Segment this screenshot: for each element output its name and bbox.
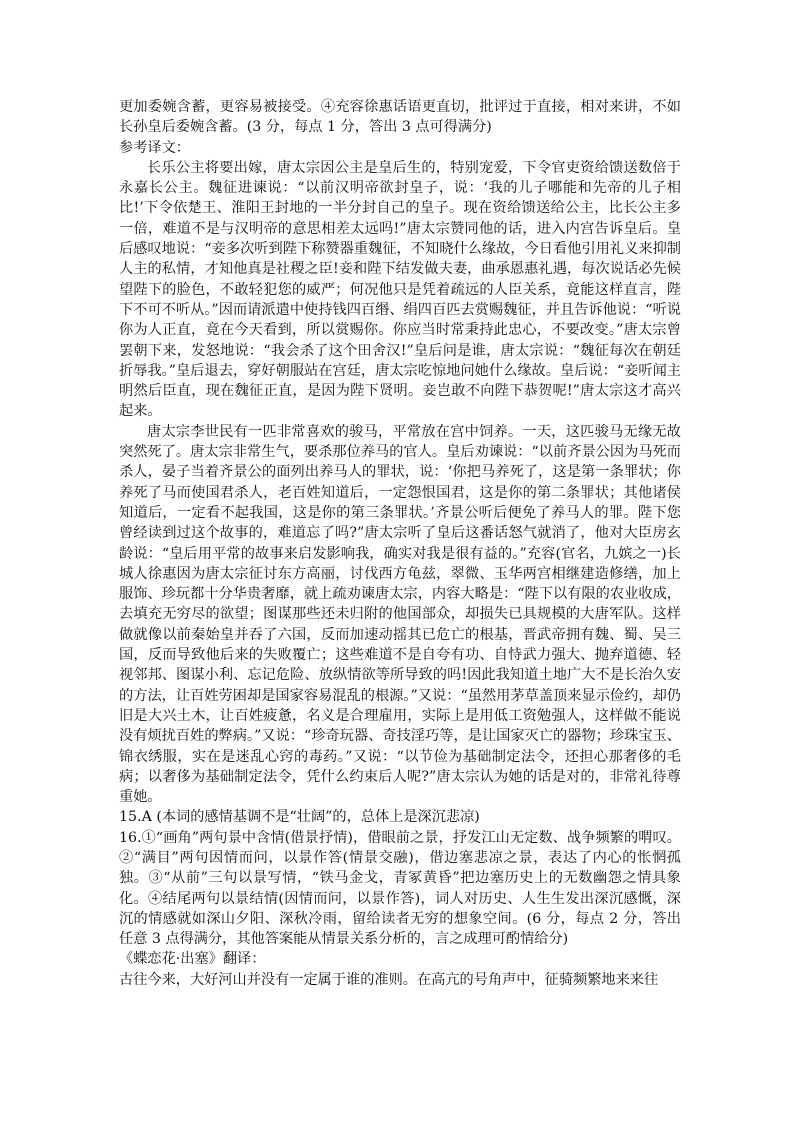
document-page: [119, 97, 681, 990]
answer-16: 16.①“画角”两句景中含情(借景抒情)，借眼前之景，抒发江山无定数、战争频繁的喟叹。②“满目”两句因情而问，以景作答(情景交融)，借边塞悲凉之景，表达了内心的怅惘孤独。③“从前”三句以景写情，“铁马金戈，青冢黄昏”把边塞历史上的无数幽怨之情具象化。④结尾两句以景结情(因情而问，以景作答)，词人对历史、人生生发出深沉感慨，深沉的情感就如深山夕阳、深秋冷雨，留给读者无穷的想象空间。(6 分，每点 2 分，答出任意 3 点得满分，其他答案能从情景关系分析的，言之成理可酌情给分): [119, 829, 681, 948]
poem-translation-heading: 《蝶恋花·出塞》翻译：: [119, 951, 266, 968]
answer-continuation: 更加委婉含蓄，更容易被接受。④充容徐惠话语更直切，批评过于直接，相对来讲，不如长孙皇后委婉含蓄。(3 分，每点 1 分，答出 3 点可得满分): [119, 99, 681, 136]
translation-heading: 参考译文：: [119, 139, 190, 156]
answer-15: 15.A (本词的感情基调不是“壮阔”的，总体上是深沉悲凉): [119, 809, 480, 826]
poem-translation-text: 古往今来，大好河山并没有一定属于谁的准则。在高亢的号角声中，征骑频繁地来来往: [119, 971, 659, 988]
translation-paragraph-2: 唐太宗李世民有一匹非常喜欢的骏马，平常放在宫中饲养。一天，这匹骏马无缘无故突然死了。唐太宗非常生气，要杀那位养马的官人。皇后劝谏说：“以前齐景公因为马死而杀人，晏子当着齐景公的面列出养马人的罪状，说：‘你把马养死了，这是第一条罪状；你养死了马而使国君杀人，老百姓知道后，一定怨恨国君，这是你的第二条罪状；其他诸侯知道后，一定看不起我国，这是你的第三条罪状。’齐景公听后便免了养马人的罪。陛下您曾经读到过这个故事的，难道忘了吗?”唐太宗听了皇后这番话怒气就消了，他对大臣房玄龄说：“皇后用平常的故事来启发影响我，确实对我是很有益的。”充容(官名，九嫔之一)长城人徐惠因为唐太宗征讨东方高丽，讨伐西方龟兹，翠微、玉华两宫相继建造修缮，加上服饰、珍玩都十分华贵奢靡，就上疏劝谏唐太宗，内容大略是：“陛下以有限的农业收成，去填充无穷尽的欲望；图谋那些还未归附的他国部众，却损失已具规模的大唐军队。这样做就像以前秦始皇并吞了六国，反而加速动摇其已危亡的根基，晋武帝拥有魏、蜀、吴三国，反而导致他后来的失败覆亡；这些难道不是自夸有功、自恃武力强大、抛弃道德、轻视邻邦、图谋小利、忘记危险、放纵情欲等所导致的吗!因此我知道土地广大不是长治久安的方法，让百姓劳困却是国家容易混乱的根源。”又说：“虽然用茅草盖顶来显示俭约，却仍旧是大兴土木，让百姓疲惫，名义是合理雇用，实际上是用低工资勉强人，这样做不能说没有烦扰百姓的弊病。”又说：“珍奇玩器、奇技淫巧等，是让国家灭亡的器物；珍珠宝玉、锦衣绣服，实在是迷乱心窍的毒药。”又说：“以节俭为基础制定法令，还担心那奢侈的毛病；以奢侈为基础制定法令，凭什么约束后人呢?”唐太宗认为她的话是对的，非常礼待尊重她。: [119, 423, 681, 806]
translation-paragraph-1: 长乐公主将要出嫁，唐太宗因公主是皇后生的，特别宠爱，下令官吏资给馈送数倍于永嘉长公主。魏征进谏说：“以前汉明帝欲封皇子，说：‘我的儿子哪能和先帝的儿子相比!’下令依楚王、淮阳王封地的一半分封自己的皇子。现在资给馈送给公主，比长公主多一倍，难道不是与汉明帝的意思相差太远吗!”唐太宗赞同他的话，进入内宫告诉皇后。皇后感叹地说：“妾多次听到陛下称赞器重魏征，不知晓什么缘故，今日看他引用礼义来抑制人主的私情，才知他真是社稷之臣!妾和陛下结发做夫妻，曲承恩惠礼遇，每次说话必先候望陛下的脸色，不敢轻犯您的威严；何况他只是凭着疏远的人臣关系，竟能这样直言，陛下不可不听从。”因而请派遣中使持钱四百缗、绢四百匹去赏赐魏征，并且告诉他说：“听说你为人正直，竟在今天看到，所以赏赐你。你应当时常秉持此忠心，不要改变。”唐太宗曾罢朝下来，发怒地说：“我会杀了这个田舍汉!”皇后问是谁，唐太宗说：“魏征每次在朝廷折辱我。”皇后退去，穿好朝服站在宫廷，唐太宗吃惊地问她什么缘故。皇后说：“妾听闻主明然后臣直，现在魏征正直，是因为陛下贤明。妾岂敢不向陛下恭贺呢!”唐太宗这才高兴起来。: [119, 159, 681, 420]
